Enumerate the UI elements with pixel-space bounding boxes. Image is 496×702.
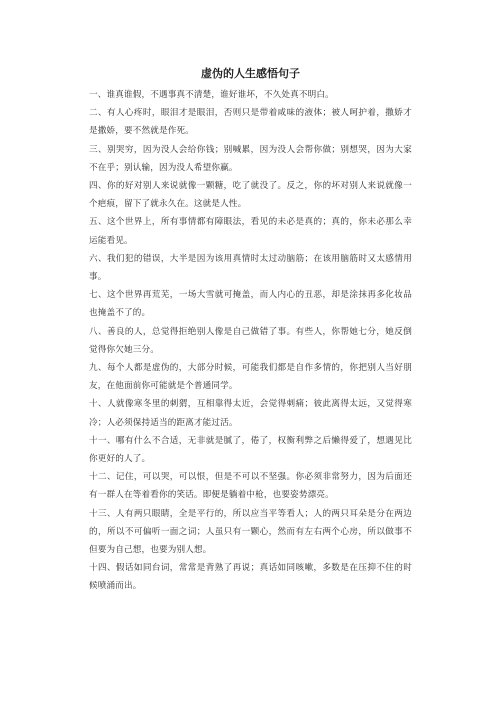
paragraph: 四、你的好对别人来说就像一颗糖，吃了就没了。反之，你的坏对别人来说就像一个疤痕，留下了就永久在。这就是人性。	[89, 181, 412, 210]
paragraph: 九、每个人都是虚伪的，大部分时候，可能我们都是自作多情的，你把别人当好朋友，在他面前你可能就是个普通同学。	[89, 363, 412, 392]
paragraph: 八、善良的人，总觉得拒绝别人像是自己做错了事。有些人，你帮她七分，她反倒觉得你欠她三分。	[89, 326, 412, 355]
paragraph: 十一、哪有什么不合适，无非就是腻了，倦了，权衡利弊之后懒得爱了，想遇见比你更好的人了。	[89, 435, 412, 465]
paragraph: 五、这个世界上，所有事情都有障眼法，看见的未必是真的；真的，你未必那么幸运能看见。	[89, 217, 412, 246]
paragraph: 三、别哭穷，因为没人会给你钱；别喊累，因为没人会帮你做；别想哭，因为大家不在乎；别认输，因为没人希望你赢。	[89, 144, 412, 173]
paragraph: 十三、人有两只眼睛，全是平行的，所以应当平等看人；人的两只耳朵是分在两边的，所以不可偏听一面之词；人虽只有一颗心，然而有左右两个心房，所以做事不但要为自己想，也要为别人想。	[89, 508, 412, 556]
paragraph: 十、人就像寒冬里的刺猬，互相靠得太近，会觉得刺痛；彼此离得太远，又觉得寒冷；人必须保持适当的距离才能过活。	[89, 399, 412, 428]
document-title: 虚伪的人生感悟句子	[201, 67, 300, 80]
paragraph: 六、我们犯的错误，大半是因为该用真情时太过动脑筋；在该用脑筋时又太感情用事。	[89, 253, 412, 283]
paragraph: 十四、假话如同台词，常常是背熟了再说；真话如同咳嗽，多数是在压抑不住的时候喷涌而出。	[89, 563, 412, 592]
paragraph: 七、这个世界再荒芜，一场大雪就可掩盖，而人内心的丑恶，却是涂抹再多化妆品也掩盖不了的。	[89, 290, 412, 319]
paragraph: 十二、记住，可以哭，可以恨，但是不可以不坚强。你必须非常努力，因为后面还有一群人在等着看你的笑话。即便是躺着中枪，也要姿势漂亮。	[89, 472, 412, 501]
paragraph: 二、有人心疼时，眼泪才是眼泪，否则只是带着咸味的液体；被人呵护着，撒娇才是撒娇，要不然就是作死。	[89, 108, 412, 137]
paragraph: 一、谁真谁假，不遇事真不清楚，谁好谁坏，不久处真不明白。	[89, 90, 334, 100]
